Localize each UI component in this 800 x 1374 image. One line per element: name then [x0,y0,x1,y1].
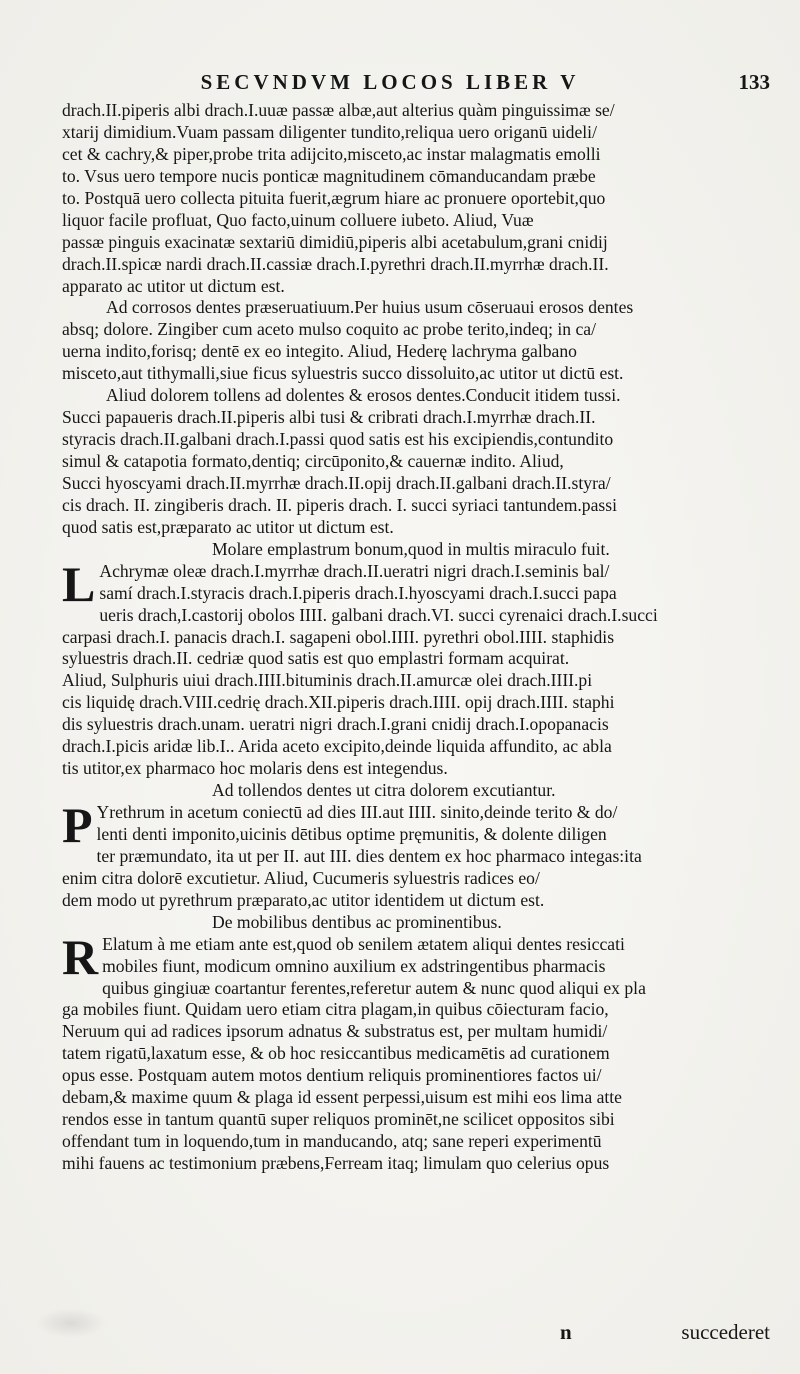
text-line: passæ pinguis exacinatæ sextariū dimidiū,piperis albi acetabulum,grani cnidij [62,231,608,252]
text-line: dem modo ut pyrethrum præparato,ac utitor identidem ut dictum est. [62,889,545,910]
text-line: rendos esse in tantum quantū super reliquos prominēt,ne scilicet oppositos sibi [62,1109,615,1130]
paragraph [62,928,767,1175]
text-line: xtarij dimidium.Vuam passam diligenter tundito,reliqua uero origanū uideli/ [62,121,597,142]
text-line: Elatum à me etiam ante est,quod ob senilem ætatem aliqui dentes resiccati [102,933,625,954]
text-line: to. Vsus uero tempore nucis ponticæ magnitudinem cōmanducandam præbe [62,165,596,186]
drop-capital: L [62,555,96,612]
text-line: ueris drach,I.castorij obolos IIII. galbani drach.VI. succi cyrenaici drach.I.succi [99,604,658,625]
ink-stain [36,1308,106,1338]
text-line: mobiles fiunt, modicum omnino auxilium ex adstringentibus pharmacis [102,955,606,976]
text-line: absq; dolore. Zingiber cum aceto mulso coquito ac probe terito,indeq; in ca/ [62,319,597,340]
text-line: Yrethrum in acetum coniectū ad dies III.aut IIII. sinito,deinde terito & do/ [96,802,618,822]
text-line: tatem rigatū,laxatum esse, & ob hoc resiccantibus medicamētis ad curationem [62,1043,610,1064]
text-line: offendant tum in loquendo,tum in manducando, atq; sane reperi experimentū [62,1131,602,1152]
text-line: cis liquidę drach.VIII.cedrię drach.XII.piperis drach.IIII. opij drach.IIII. staphi [62,692,615,713]
text-line: carpasi drach.I. panacis drach.I. sagapeni obol.IIII. pyrethri obol.IIII. staphidis [62,626,615,647]
text-line: cet & cachry,& piper,probe trita adijcito,misceto,ac instar malagmatis emolli [62,143,601,164]
text-line: misceto,aut tithymalli,siue ficus syluestris succo dissoluito,ac utitor ut dictū est. [62,363,624,384]
paragraph [62,797,767,912]
text-line: mihi fauens ac testimonium præbens,Ferream itaq; limulam quo celerius opus [62,1153,610,1173]
text-line: liquor facile profluat, Quo facto,uinum colluere iubeto. Aliud, Vuæ [62,209,534,230]
section-heading: Ad tollendos dentes ut citra dolorem excutiantur. [212,780,556,801]
page-footer [560,1320,770,1348]
text-line: to. Postquā uero collecta pituita fuerit,ægrum hiare ac pronuere oportebit,quo [62,187,606,208]
text-line: quod satis est,præparato ac utitor ut dictum est. [62,516,394,537]
catchword: succederet [681,1320,770,1344]
text-line: Achrymæ oleæ drach.I.myrrhæ drach.II.ueratri nigri drach.I.seminis bal/ [99,560,610,581]
drop-capital: R [62,928,99,985]
text-line: drach.II.piperis albi drach.I.uuæ passæ albæ,aut alterius quàm pinguissimæ se/ [62,100,615,120]
text-line: styracis drach.II.galbani drach.I.passi quod satis est his excipiendis,contundito [62,429,614,450]
text-line: simul & catapotia formato,dentiq; circūponito,& cauernæ indito. Aliud, [62,451,564,471]
text-line: uerna indito,forisq; dentē ex eo integito. Aliud, Hederę lachryma galbano [62,341,577,362]
running-head: SECVNDVM LOCOS LIBER V [200,70,580,94]
text-line: Ad corrosos dentes præseruatiuum.Per huius usum cōseruaui erosos dentes [106,297,634,318]
page-header [100,70,770,102]
text-line: Aliud, Sulphuris uiui drach.IIII.bituminis drach.II.amurcæ olei drach.IIII.pi [62,670,593,691]
text-line: apparato ac utitor ut dictum est. [62,275,285,296]
text-line: drach.I.picis aridæ lib.I.. Arida aceto excipito,deinde liquida affundito, ac abla [62,736,612,757]
text-line: Aliud dolorem tollens ad dolentes & erosos dentes.Conducit itidem tussi. [106,385,621,406]
text-line: lenti denti imponito,uicinis dētibus optime pręmunitis, & dolente diligen [96,823,607,844]
text-line: debam,& maxime quum & plaga id essent perpessi,uisum est mihi eos lima atte [62,1087,622,1108]
paragraph [62,555,767,780]
page-number: 133 [738,70,770,94]
text-line: drach.II.spicæ nardi drach.II.cassiæ drach.I.pyrethri drach.II.myrrhæ drach.II. [62,253,609,274]
text-line: opus esse. Postquam autem motos dentium reliquis prominentiores factos ui/ [62,1065,602,1086]
section-heading: De mobilibus dentibus ac prominentibus. [212,911,502,932]
text-line: ter præmundato, ita ut per II. aut III. dies dentem ex hoc pharmaco integas:ita [96,845,642,866]
text-line: ga mobiles fiunt. Quidam uero etiam citra plagam,in quibus cōiecturam facio, [62,999,609,1020]
signature-mark: n [560,1320,572,1344]
text-line: quibus gingiuæ coartantur ferentes,referetur autem & nunc quod aliqui ex pla [102,977,646,998]
text-line: Succi papaueris drach.II.piperis albi tusi & cribrati drach.I.myrrhæ drach.II. [62,407,596,428]
text-line: Neruum qui ad radices ipsorum adnatus & substratus est, per multam humidi/ [62,1021,608,1042]
main-text [62,100,767,1175]
text-line: tis utitor,ex pharmaco hoc molaris dens est integendus. [62,758,448,779]
text-line: syluestris drach.II. cedriæ quod satis est quo emplastri formam acquirat. [62,648,570,669]
text-line: cis drach. II. zingiberis drach. II. piperis drach. I. succi syriaci tantundem.passi [62,494,617,515]
text-line: dis syluestris drach.unam. ueratri nigri drach.I.grani cnidij drach.I.opopanacis [62,714,609,735]
section-heading: Molare emplastrum bonum,quod in multis miraculo fuit. [212,538,610,559]
text-line: enim citra dolorē excutietur. Aliud, Cucumeris syluestris radices eo/ [62,867,540,888]
text-line: Succi hyoscyami drach.II.myrrhæ drach.II.opij drach.II.galbani drach.II.styra/ [62,472,611,493]
drop-capital: P [62,797,93,853]
text-line: samí drach.I.styracis drach.I.piperis drach.I.hyoscyami drach.I.succi papa [99,582,617,603]
